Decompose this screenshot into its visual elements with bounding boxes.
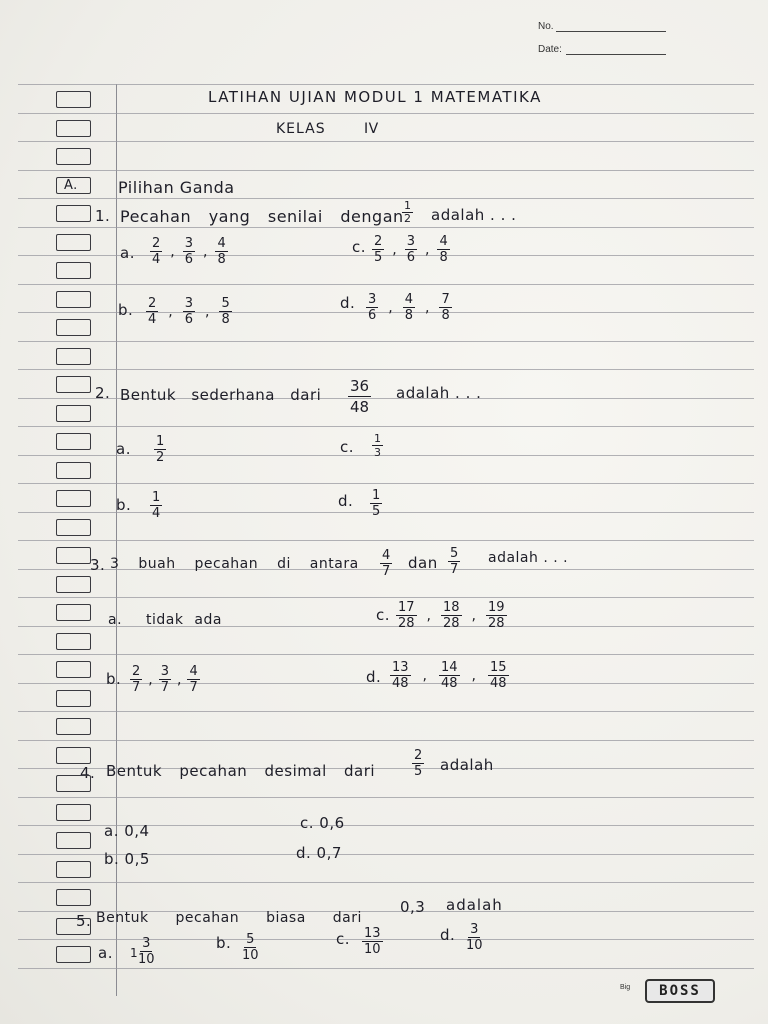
q1-number: 1.: [95, 207, 111, 225]
fraction: [159, 664, 171, 695]
q5-opt-a-whole: 1: [130, 946, 139, 960]
numerator: 15: [490, 660, 507, 675]
numerator: 19: [488, 600, 505, 615]
q4-after: adalah: [440, 756, 494, 774]
rule-line: [18, 540, 754, 541]
comma: ,: [426, 607, 431, 624]
q4-opt-d: d. 0,7: [296, 844, 342, 862]
denominator: 8: [441, 308, 450, 323]
margin-checkbox: [56, 177, 91, 194]
q2-opt-d-label: d.: [338, 492, 354, 510]
numerator: 5: [221, 296, 230, 311]
denominator: 8: [217, 252, 226, 267]
q3-opt-a-label: a.: [108, 612, 123, 628]
comma: ,: [203, 243, 208, 260]
denominator: 6: [184, 252, 194, 267]
margin-checkbox: [56, 918, 91, 935]
fraction: [146, 296, 158, 327]
q4-opt-a: a. 0,4: [104, 822, 150, 840]
q4-number: 4.: [80, 764, 96, 782]
q1-opt-d: [366, 292, 452, 323]
q5-value: 0,3: [400, 898, 426, 916]
denominator: 6: [368, 308, 377, 323]
comma: ,: [170, 243, 175, 260]
comma: ,: [422, 667, 427, 684]
margin-checkbox: [56, 433, 91, 450]
fraction: [488, 660, 509, 691]
q1-opt-c: [372, 234, 450, 265]
fraction: [215, 236, 227, 267]
q1-text: Pecahan yang senilai dengan: [120, 207, 404, 226]
numerator: 3: [160, 664, 170, 679]
numerator: 4: [404, 292, 414, 307]
numerator: 3: [406, 234, 416, 249]
denominator: 48: [392, 676, 409, 691]
q1-after: adalah . . .: [431, 206, 517, 224]
rule-line: [18, 284, 754, 285]
margin-checkbox: [56, 405, 91, 422]
q1-opt-b: [146, 296, 232, 327]
rule-line: [18, 882, 754, 883]
q3-mid: dan: [408, 554, 438, 572]
numerator: 4: [439, 234, 448, 249]
numerator: 18: [443, 600, 460, 615]
rule-line: [18, 711, 754, 712]
q2-opt-d-frac: $\frac{1}{5}$: [372, 488, 381, 519]
q2-opt-c-frac: $\frac{1}{3}$: [374, 432, 381, 459]
margin-checkbox: [56, 946, 91, 963]
q3-opt-c-label: c.: [376, 606, 391, 624]
brand-logo: [645, 979, 715, 1003]
rule-line: [18, 968, 754, 969]
rule-line: [18, 170, 754, 171]
numerator: 13: [392, 660, 409, 675]
comma: ,: [168, 303, 173, 320]
rule-line: [18, 626, 754, 627]
numerator: 2: [374, 234, 383, 249]
denominator: 8: [439, 250, 448, 265]
comma: ,: [148, 671, 153, 688]
margin-checkbox: [56, 348, 91, 365]
rule-line: [18, 797, 754, 798]
fraction: [439, 292, 451, 323]
margin-checkbox: [56, 747, 91, 764]
margin-checkbox: [56, 262, 91, 279]
q2-text: Bentuk sederhana dari: [120, 386, 322, 404]
rule-line: [18, 426, 754, 427]
denominator: 7: [189, 680, 198, 695]
date-line: [566, 54, 666, 55]
denominator: 28: [443, 616, 460, 631]
numerator: 2: [148, 296, 157, 311]
margin-checkbox: [56, 604, 91, 621]
numerator: 4: [217, 236, 226, 251]
fraction: [486, 600, 507, 631]
rule-line: [18, 597, 754, 598]
q1-opt-a: [150, 236, 228, 267]
margin-checkbox: [56, 519, 91, 536]
fraction: [437, 234, 449, 265]
numerator: 4: [189, 664, 198, 679]
rule-line: [18, 341, 754, 342]
margin-checkbox: [56, 633, 91, 650]
fraction: [390, 660, 411, 691]
fraction: [396, 600, 417, 631]
q3-after: adalah . . .: [488, 550, 569, 566]
q3-number: 3.: [90, 556, 106, 574]
denominator: 4: [152, 252, 161, 267]
kelas-grade: IV: [364, 121, 379, 137]
denominator: 8: [221, 312, 230, 327]
rule-line: [18, 369, 754, 370]
q5-opt-a-frac: $\frac{3}{10}$: [138, 936, 155, 967]
numerator: 2: [132, 664, 141, 679]
margin-checkbox: [56, 319, 91, 336]
fraction: [219, 296, 231, 327]
section-label: A.: [64, 178, 78, 193]
q2-opt-b-frac: $\frac{1}{4}$: [152, 490, 161, 521]
fraction: [187, 664, 199, 695]
denominator: 28: [398, 616, 415, 631]
margin-checkbox: [56, 690, 91, 707]
q4-opt-c: c. 0,6: [300, 814, 345, 832]
q1-opt-a-label: a.: [120, 244, 135, 262]
fraction: [405, 234, 417, 265]
margin-checkbox: [56, 861, 91, 878]
denominator: 8: [404, 308, 414, 323]
margin-checkbox: [56, 291, 91, 308]
rule-line: [18, 939, 754, 940]
q1-fraction: $\frac{1}{2}$: [404, 199, 411, 225]
margin-checkbox: [56, 718, 91, 735]
comma: ,: [388, 299, 393, 316]
margin-checkbox: [56, 462, 91, 479]
comma: ,: [425, 299, 430, 316]
rule-line: [18, 141, 754, 142]
q3-text: 3 buah pecahan di antara: [110, 556, 359, 572]
q5-opt-b-label: b.: [216, 934, 232, 952]
q5-text: Bentuk pecahan biasa dari: [96, 910, 362, 926]
q2-opt-c-label: c.: [340, 438, 355, 456]
margin-checkbox: [56, 547, 91, 564]
margin-checkbox: [56, 91, 91, 108]
q3-opt-b-label: b.: [106, 670, 122, 688]
comma: ,: [425, 241, 430, 258]
fraction: [183, 296, 195, 327]
denominator: 5: [374, 250, 383, 265]
margin-checkbox: [56, 376, 91, 393]
q5-opt-c-label: c.: [336, 930, 351, 948]
comma: ,: [177, 671, 182, 688]
q5-opt-b-frac: $\frac{5}{10}$: [242, 932, 259, 963]
q4-fraction: $\frac{2}{5}$: [414, 748, 423, 779]
rule-line: [18, 683, 754, 684]
rule-line: [18, 227, 754, 228]
fraction: [130, 664, 142, 695]
fraction: [183, 236, 195, 267]
rule-line: [18, 483, 754, 484]
q5-number: 5.: [76, 912, 92, 930]
q4-text: Bentuk pecahan desimal dari: [106, 762, 376, 780]
denominator: 7: [132, 680, 141, 695]
fraction: [403, 292, 415, 323]
margin-checkbox: [56, 234, 91, 251]
numerator: 17: [398, 600, 415, 615]
margin-checkbox: [56, 889, 91, 906]
q3-opt-c: [396, 600, 507, 631]
denominator: 6: [184, 312, 194, 327]
denominator: 4: [148, 312, 157, 327]
comma: ,: [205, 303, 210, 320]
fraction: [439, 660, 460, 691]
comma: ,: [471, 607, 476, 624]
rule-line: [18, 198, 754, 199]
q3-fraction-1: $\frac{4}{7}$: [382, 548, 391, 579]
margin-checkbox: [56, 804, 91, 821]
q2-after: adalah . . .: [396, 384, 482, 402]
denominator: 48: [441, 676, 458, 691]
numerator: 3: [184, 236, 194, 251]
q1-opt-c-label: c.: [352, 238, 367, 256]
q2-opt-a-label: a.: [116, 440, 131, 458]
rule-line: [18, 654, 754, 655]
numerator: 3: [368, 292, 377, 307]
rule-line: [18, 84, 754, 85]
comma: ,: [392, 241, 397, 258]
q3-opt-d-label: d.: [366, 668, 382, 686]
q3-opt-a-text: tidak ada: [146, 612, 222, 628]
section-title: Pilihan Ganda: [118, 178, 235, 197]
fraction: [372, 234, 384, 265]
margin-checkbox: [56, 205, 91, 222]
q1-opt-d-label: d.: [340, 294, 356, 312]
q4-opt-b: b. 0,5: [104, 850, 150, 868]
kelas-label: KELAS: [276, 121, 326, 137]
numerator: 14: [441, 660, 458, 675]
no-label: No.: [538, 21, 554, 32]
q2-number: 2.: [95, 384, 111, 402]
q3-fraction-2: $\frac{5}{7}$: [450, 546, 459, 577]
comma: ,: [471, 667, 476, 684]
denominator: 28: [488, 616, 505, 631]
margin-checkbox: [56, 775, 91, 792]
rule-line: [18, 113, 754, 114]
denominator: 6: [406, 250, 416, 265]
q5-opt-d-label: d.: [440, 926, 456, 944]
margin-checkbox: [56, 832, 91, 849]
q5-opt-c-frac: $\frac{13}{10}$: [364, 926, 381, 957]
brand-prefix: Big: [620, 984, 631, 991]
fraction: [366, 292, 378, 323]
q5-opt-a-label: a.: [98, 944, 113, 962]
numerator: 3: [184, 296, 194, 311]
brand-name: BOSS: [659, 983, 701, 999]
no-line: [556, 31, 666, 32]
q1-opt-b-label: b.: [118, 301, 134, 319]
q3-opt-d: [390, 660, 509, 691]
margin-checkbox: [56, 148, 91, 165]
margin-checkbox: [56, 490, 91, 507]
q5-after: adalah: [446, 896, 503, 914]
q3-opt-b: [130, 664, 200, 695]
date-label: Date:: [538, 44, 562, 55]
margin-checkbox: [56, 661, 91, 678]
q2-opt-b-label: b.: [116, 496, 132, 514]
numerator: 7: [441, 292, 450, 307]
denominator: 48: [490, 676, 507, 691]
q5-opt-d-frac: $\frac{3}{10}$: [466, 922, 483, 953]
rule-line: [18, 740, 754, 741]
margin-checkbox: [56, 120, 91, 137]
denominator: 7: [160, 680, 170, 695]
fraction: [441, 600, 462, 631]
fraction: [150, 236, 162, 267]
page-title: LATIHAN UJIAN MODUL 1 MATEMATIKA: [208, 88, 542, 106]
q2-fraction: $\frac{36}{48}$: [350, 377, 370, 416]
numerator: 2: [152, 236, 161, 251]
q2-opt-a-frac: $\frac{1}{2}$: [156, 434, 165, 465]
margin-checkbox: [56, 576, 91, 593]
